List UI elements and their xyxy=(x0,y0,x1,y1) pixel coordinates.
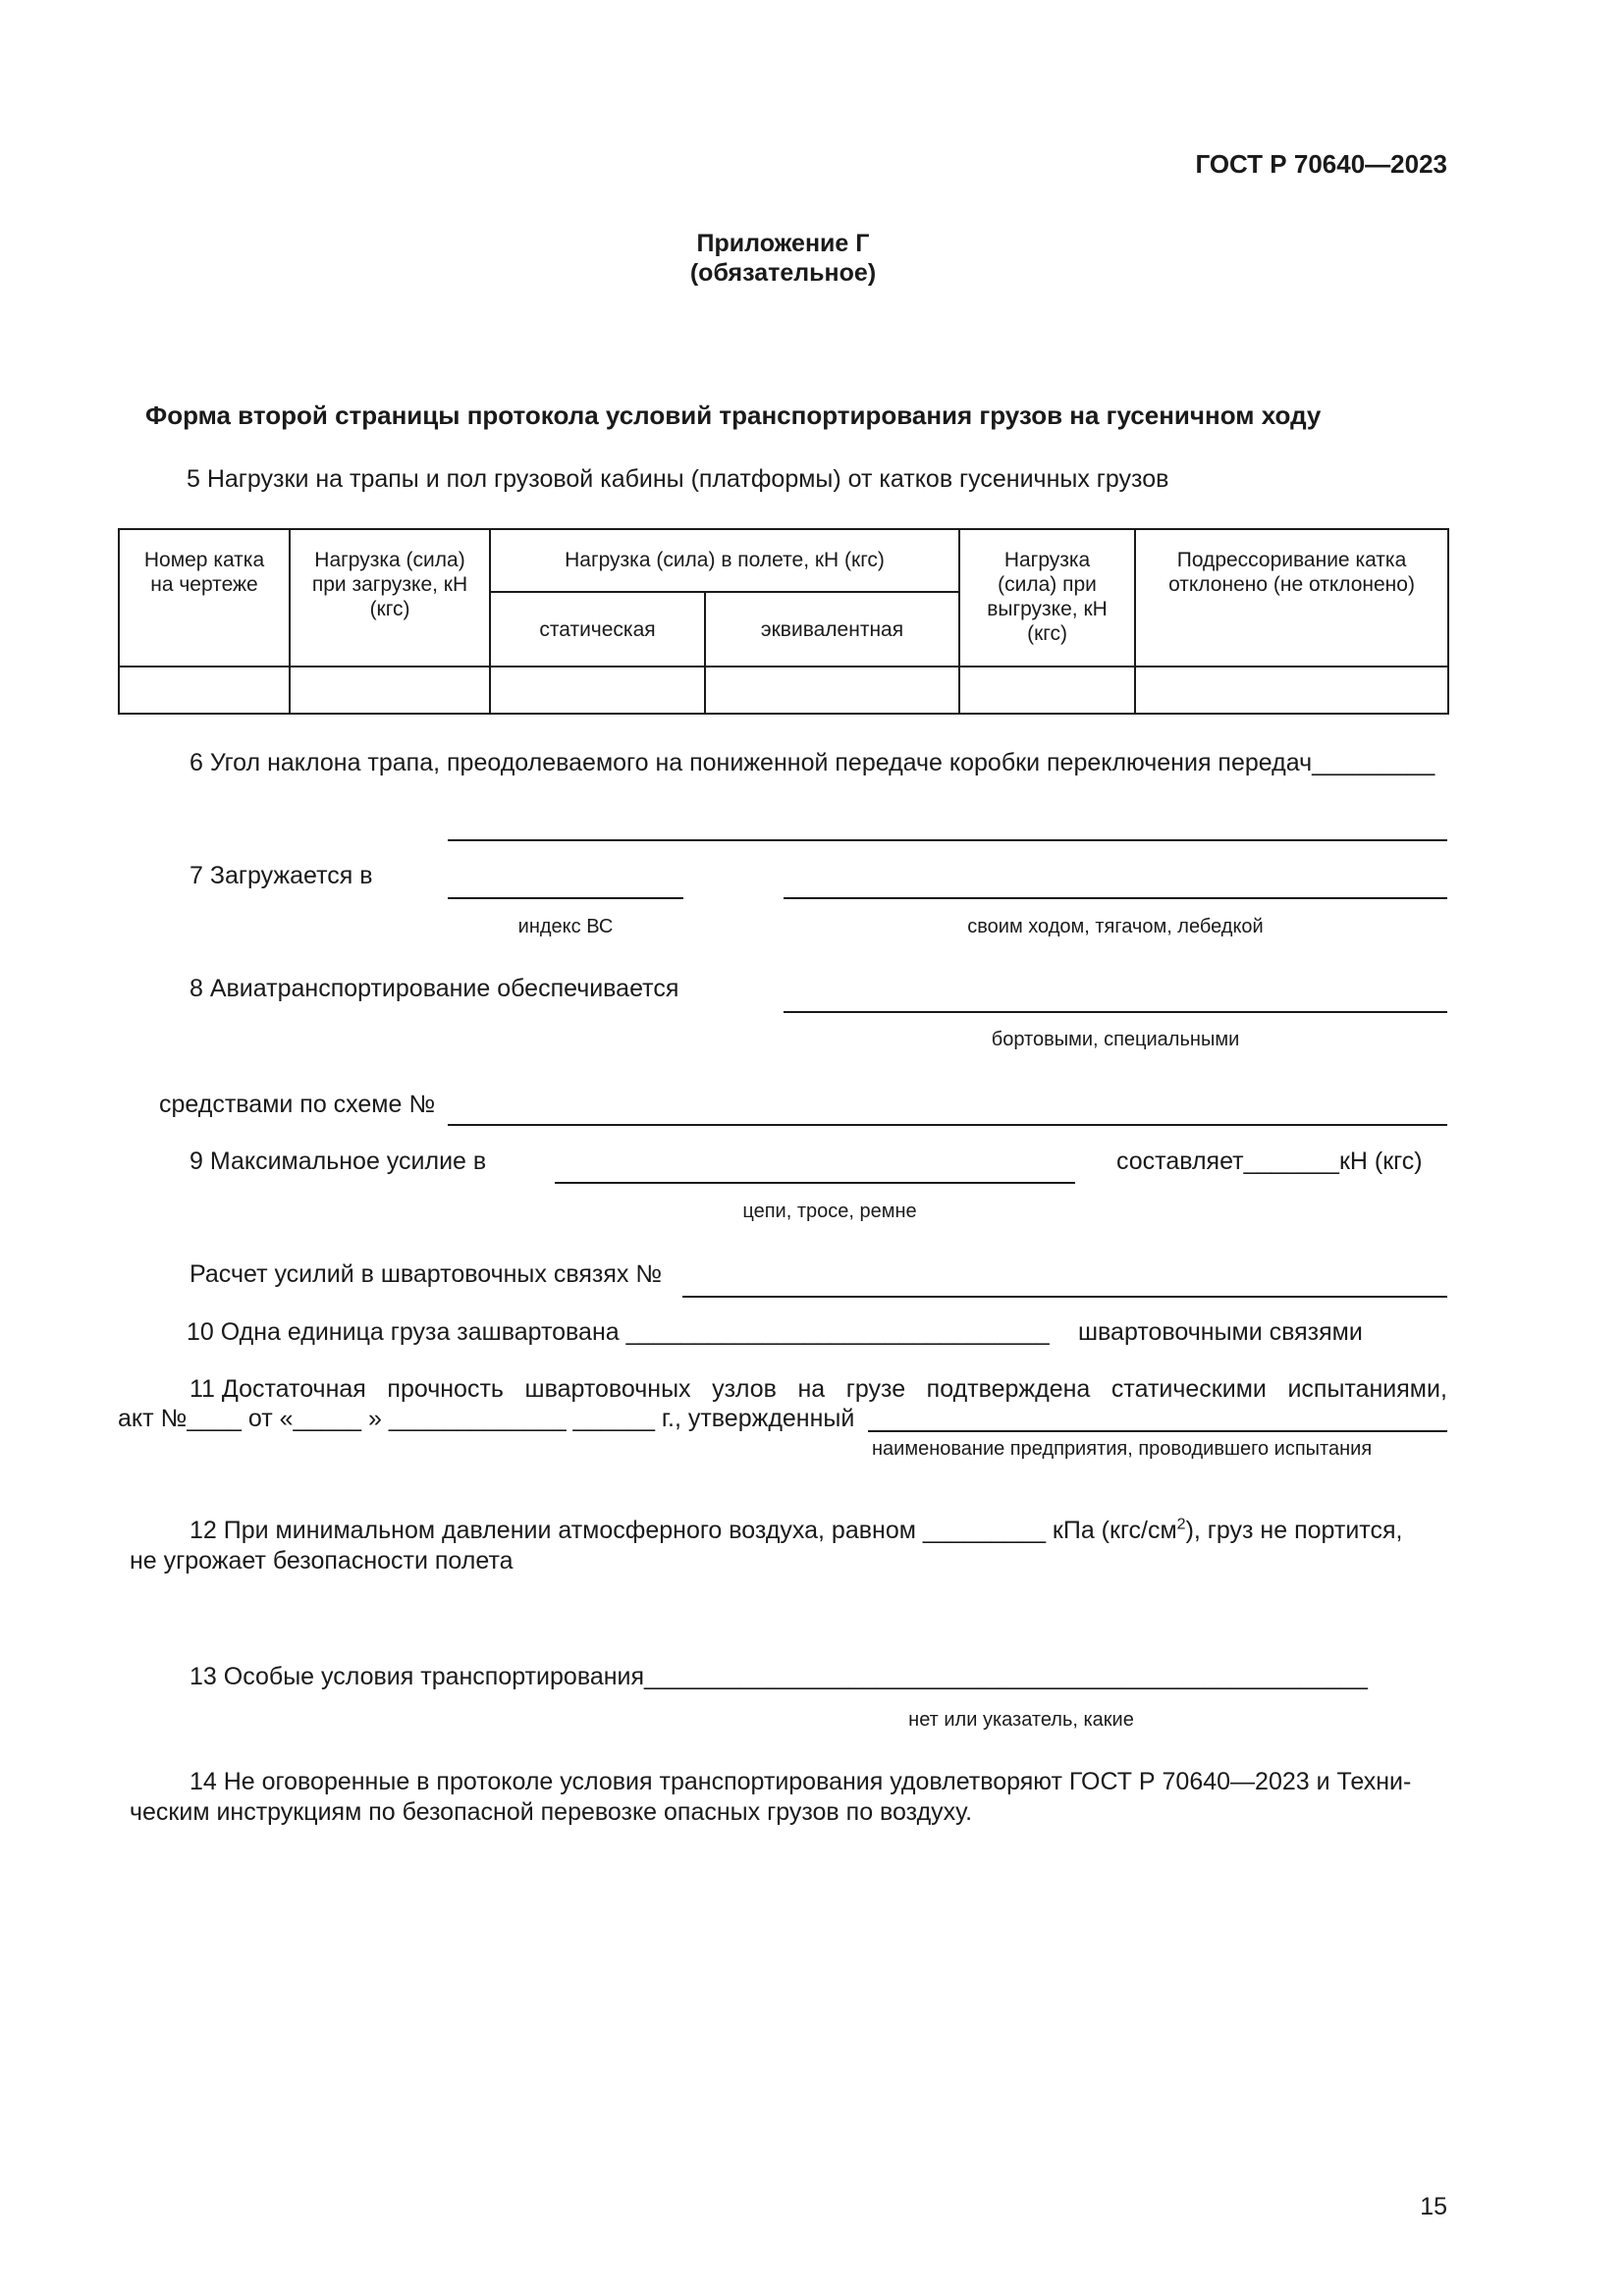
form-title: Форма второй страницы протокола условий транспортирования грузов на гусеничном ходу xyxy=(145,400,1322,430)
appendix-status: (обязательное) xyxy=(689,259,877,287)
transport-means-caption: бортовыми, специальными xyxy=(991,1029,1240,1050)
aircraft-index-line[interactable] xyxy=(448,897,683,899)
item-9-force-value: составляет_______кН (кгс) xyxy=(1116,1148,1423,1175)
item-12-line-2: не угрожает безопасности полета xyxy=(130,1547,514,1575)
header-load-unloading: Нагрузка (сила) при выгрузке, кН (кгс) xyxy=(959,529,1135,667)
item-11-line-2: акт №____ от «_____ » _____________ ______ г., утвержденный xyxy=(118,1405,855,1432)
enterprise-line[interactable] xyxy=(868,1430,1447,1432)
item-12-line-1: 12 При минимальном давлении атмосферного воздуха, равном _________ кПа $(кгс/см^2)$, груз не портится, xyxy=(189,1516,1403,1544)
item-8: 8 Авиатранспортирование обеспечивается xyxy=(189,975,679,1002)
loads-table xyxy=(118,528,1449,715)
calculation-number-line[interactable] xyxy=(682,1296,1447,1298)
item-13: 13 Особые условия транспортирования_____________________________________________________ xyxy=(189,1663,1368,1690)
cell-empty[interactable] xyxy=(705,667,959,714)
item-11-line-1: 11 Достаточная прочность швартовочных узлов на грузе подтверждена статическими испытаниями, xyxy=(189,1375,1447,1403)
force-element-caption: цепи, тросе, ремне xyxy=(742,1201,917,1222)
item-13-caption: нет или указатель, какие xyxy=(908,1709,1134,1731)
item-7-top-line[interactable] xyxy=(448,839,1447,841)
appendix-title: Приложение Г xyxy=(696,230,870,257)
item-5: 5 Нагрузки на трапы и пол грузовой кабины (платформы) от катков гусеничных грузов xyxy=(187,465,1169,493)
document-code: ГОСТ Р 70640—2023 xyxy=(1195,149,1447,179)
item-14-line-2: ческим инструкциям по безопасной перевозке опасных грузов по воздуху. xyxy=(130,1798,973,1826)
item-6: 6 Угол наклона трапа, преодолеваемого на пониженной передаче коробки переключения передач_________ xyxy=(189,749,1435,776)
force-element-line[interactable] xyxy=(555,1182,1075,1184)
loading-method-caption: своим ходом, тягачом, лебедкой xyxy=(967,916,1264,937)
cell-empty[interactable] xyxy=(490,667,705,714)
cell-empty[interactable] xyxy=(1135,667,1448,714)
header-equivalent: эквивалентная xyxy=(705,592,959,667)
cell-empty[interactable] xyxy=(290,667,490,714)
enterprise-caption: наименование предприятия, проводившего испытания xyxy=(872,1438,1373,1460)
item-10-suffix: швартовочными связями xyxy=(1078,1318,1363,1346)
scheme-number-line[interactable] xyxy=(448,1124,1447,1126)
calculation-reference: Расчет усилий в швартовочных связях № xyxy=(189,1260,663,1288)
cell-empty[interactable] xyxy=(959,667,1135,714)
item-10: 10 Одна единица груза зашвартована _______________________________ xyxy=(187,1318,1050,1346)
header-roller-number: Номер катка на чертеже xyxy=(119,529,290,667)
loading-method-line[interactable] xyxy=(784,897,1447,899)
page-number: 15 xyxy=(1420,2193,1447,2220)
item-7: 7 Загружается в xyxy=(189,862,373,889)
header-load-loading: Нагрузка (сила) при загрузке, кН (кгс) xyxy=(290,529,490,667)
table-row xyxy=(119,667,1448,714)
item-14-line-1: 14 Не оговоренные в протоколе условия транспортирования удовлетворяют ГОСТ Р 70640—2023 и Техни- xyxy=(189,1768,1412,1795)
item-8-continuation: средствами по схеме № xyxy=(159,1091,436,1118)
header-suspension: Подрессоривание катка отклонено (не отклонено) xyxy=(1135,529,1448,667)
transport-means-line[interactable] xyxy=(784,1011,1447,1013)
header-static: статическая xyxy=(490,592,705,667)
aircraft-index-caption: индекс ВС xyxy=(517,916,614,937)
header-load-flight: Нагрузка (сила) в полете, кН (кгс) xyxy=(490,529,959,592)
item-9: 9 Максимальное усилие в xyxy=(189,1148,487,1175)
cell-empty[interactable] xyxy=(119,667,290,714)
